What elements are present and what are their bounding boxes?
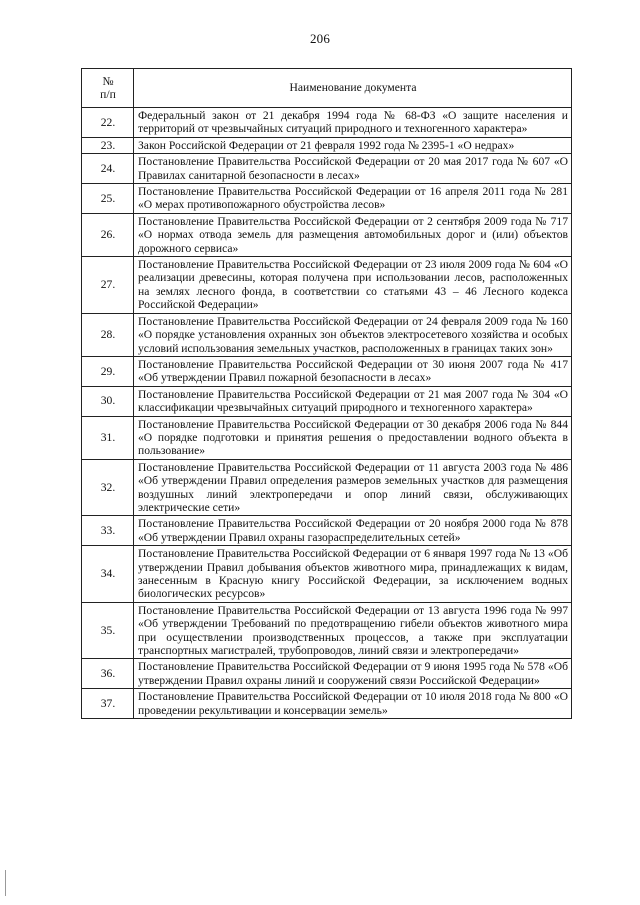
document-name: Постановление Правительства Российской Федерации от 6 января 1997 года № 13 «Об утверждении Правил добывания объектов животного мира, принадлежащих к видам, занесенным в Красную книгу Российской Федерации, за исключением водных биологических ресурсов» (134, 546, 572, 603)
table-row (82, 313, 572, 356)
table-row (82, 213, 572, 256)
row-number: 22. (82, 108, 134, 138)
table-row (82, 516, 572, 546)
document-name: Постановление Правительства Российской Федерации от 9 июня 1995 года № 578 «Об утверждении Правил охраны линий и сооружений связи Российской Федерации» (134, 659, 572, 689)
table-body (82, 108, 572, 719)
document-name: Постановление Правительства Российской Федерации от 2 сентября 2009 года № 717 «О нормах отвода земель для размещения автомобильных дорог и (или) объектов дорожного сервиса» (134, 213, 572, 256)
row-number: 37. (82, 689, 134, 719)
row-number: 30. (82, 386, 134, 416)
document-name: Постановление Правительства Российской Федерации от 13 августа 1996 года № 997 «Об утверждении Требований по предотвращению гибели объектов животного мира при осуществлении производственных процессов, а также при эксплуатации транспортных магистралей, трубопроводов, линий связи и электропередачи» (134, 602, 572, 659)
row-number: 33. (82, 516, 134, 546)
row-number: 27. (82, 257, 134, 314)
document-name: Федеральный закон от 21 декабря 1994 года № 68-ФЗ «О защите населения и территорий от чрезвычайных ситуаций природного и техногенного характера» (134, 108, 572, 138)
document-name: Постановление Правительства Российской Федерации от 21 мая 2007 года № 304 «О классификации чрезвычайных ситуаций природного и техногенного характера» (134, 386, 572, 416)
row-number: 34. (82, 546, 134, 603)
table-row (82, 386, 572, 416)
documents-table (81, 68, 572, 719)
row-number: 25. (82, 184, 134, 214)
table-row (82, 184, 572, 214)
table-row (82, 459, 572, 516)
column-header-document-name: Наименование документа (134, 69, 572, 108)
page-number: 206 (309, 31, 331, 46)
document-name: Постановление Правительства Российской Федерации от 23 июля 2009 года № 604 «О реализации древесины, которая получена при использовании лесов, расположенных на землях лесного фонда, в соответствии со статьями 43 – 46 Лесного кодекса Российской Федерации» (134, 257, 572, 314)
header-number-sign: № (102, 75, 114, 88)
table-row (82, 546, 572, 603)
table-row (82, 659, 572, 689)
row-number: 29. (82, 356, 134, 386)
scan-edge-mark (5, 870, 6, 896)
row-number: 36. (82, 659, 134, 689)
row-number: 32. (82, 459, 134, 516)
table-row (82, 154, 572, 184)
row-number: 23. (82, 137, 134, 153)
document-name: Постановление Правительства Российской Федерации от 20 ноября 2000 года № 878 «Об утверждении Правил охраны газораспределительных сетей» (134, 516, 572, 546)
table-row (82, 689, 572, 719)
row-number: 35. (82, 602, 134, 659)
row-number: 31. (82, 416, 134, 459)
table-row (82, 108, 572, 138)
table-row (82, 137, 572, 153)
document-name: Постановление Правительства Российской Федерации от 10 июля 2018 года № 800 «О проведении рекультивации и консервации земель» (134, 689, 572, 719)
document-name: Постановление Правительства Российской Федерации от 20 мая 2017 года № 607 «О Правилах санитарной безопасности в лесах» (134, 154, 572, 184)
document-name: Постановление Правительства Российской Федерации от 24 февраля 2009 года № 160 «О порядке установления охранных зон объектов электросетевого хозяйства и особых условий использования земельных участков, расположенных в границах таких зон» (134, 313, 572, 356)
table-row (82, 416, 572, 459)
document-name: Постановление Правительства Российской Федерации от 16 апреля 2011 года № 281 «О мерах противопожарного обустройства лесов» (134, 184, 572, 214)
document-name: Закон Российской Федерации от 21 февраля 1992 года № 2395-1 «О недрах» (134, 137, 572, 153)
column-header-number (82, 69, 134, 108)
table-row (82, 602, 572, 659)
document-name: Постановление Правительства Российской Федерации от 11 августа 2003 года № 486 «Об утверждении Правил определения размеров земельных участков для размещения воздушных линий электропередачи и опор линий связи, обслуживающих электрические сети» (134, 459, 572, 516)
row-number: 24. (82, 154, 134, 184)
header-number-abbrev: п/п (100, 88, 116, 101)
table-row (82, 257, 572, 314)
table-header-row (82, 69, 572, 108)
row-number: 26. (82, 213, 134, 256)
row-number: 28. (82, 313, 134, 356)
document-name: Постановление Правительства Российской Федерации от 30 июня 2007 года № 417 «Об утверждении Правил пожарной безопасности в лесах» (134, 356, 572, 386)
document-name: Постановление Правительства Российской Федерации от 30 декабря 2006 года № 844 «О порядке подготовки и принятия решения о предоставлении водного объекта в пользование» (134, 416, 572, 459)
table-row (82, 356, 572, 386)
